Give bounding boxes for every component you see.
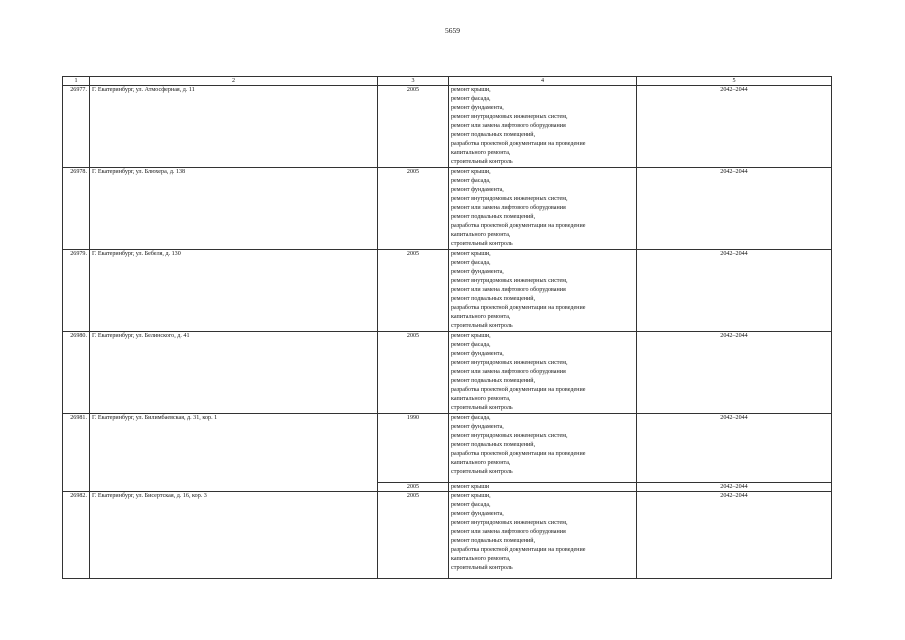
row-number: 26981. xyxy=(63,414,90,492)
work-item: ремонт подвальных помещений, xyxy=(451,296,536,302)
work-item: строительный контроль xyxy=(451,323,513,329)
col-header-2: 2 xyxy=(90,77,378,86)
work-item: ремонт крыши, xyxy=(451,493,491,499)
work-item: разработка проектной документации на проведение xyxy=(451,387,586,393)
row-year: 1990 xyxy=(378,414,449,483)
col-header-1: 1 xyxy=(63,77,90,86)
row-year: 2005 xyxy=(378,86,449,168)
work-item: ремонт фасада, xyxy=(451,502,491,508)
col-header-4: 4 xyxy=(449,77,637,86)
work-item: капитального ремонта, xyxy=(451,460,511,466)
subrow-work xyxy=(449,483,637,492)
work-item: разработка проектной документации на проведение xyxy=(451,141,586,147)
row-works xyxy=(449,332,637,414)
row-address: Г. Екатеринбург, ул. Бисертская, д. 16, кор. 3 xyxy=(90,492,378,579)
col-header-5: 5 xyxy=(637,77,832,86)
header-row xyxy=(63,77,832,86)
housing-register-table xyxy=(62,76,832,579)
row-works xyxy=(449,414,637,483)
work-item: строительный контроль xyxy=(451,405,513,411)
subrow-year: 2005 xyxy=(378,483,449,492)
work-item: ремонт фундамента, xyxy=(451,187,504,193)
work-item: ремонт или замена лифтового оборудования xyxy=(451,369,566,375)
work-item: ремонт внутридомовых инженерных систем, xyxy=(451,360,568,366)
work-item: ремонт внутридомовых инженерных систем, xyxy=(451,433,568,439)
work-item: капитального ремонта, xyxy=(451,396,511,402)
work-item: разработка проектной документации на проведение xyxy=(451,451,586,457)
work-item: разработка проектной документации на проведение xyxy=(451,547,586,553)
work-item: ремонт крыши xyxy=(451,484,490,490)
row-works xyxy=(449,86,637,168)
row-year: 2005 xyxy=(378,168,449,250)
work-item: ремонт крыши, xyxy=(451,251,491,257)
row-number: 26979. xyxy=(63,250,90,332)
table-row xyxy=(63,414,832,483)
work-item: ремонт подвальных помещений, xyxy=(451,442,536,448)
row-period: 2042–2044 xyxy=(637,168,832,250)
work-item: ремонт подвальных помещений, xyxy=(451,132,536,138)
row-number: 26978. xyxy=(63,168,90,250)
work-item: ремонт крыши, xyxy=(451,87,491,93)
work-item: капитального ремонта, xyxy=(451,314,511,320)
work-item: разработка проектной документации на проведение xyxy=(451,223,586,229)
work-item: ремонт фундамента, xyxy=(451,269,504,275)
work-item: ремонт фундамента, xyxy=(451,351,504,357)
work-item: ремонт фасада, xyxy=(451,415,491,421)
row-year: 2005 xyxy=(378,332,449,414)
work-item: ремонт фундамента, xyxy=(451,105,504,111)
subrow-period: 2042–2044 xyxy=(637,483,832,492)
work-item: ремонт внутридомовых инженерных систем, xyxy=(451,520,568,526)
row-period: 2042–2044 xyxy=(637,414,832,483)
work-item: ремонт фундамента, xyxy=(451,511,504,517)
work-item: строительный контроль xyxy=(451,159,513,165)
work-item: ремонт фасада, xyxy=(451,178,491,184)
row-works xyxy=(449,492,637,579)
work-item: капитального ремонта, xyxy=(451,150,511,156)
row-address: Г. Екатеринбург, ул. Белинского, д. 41 xyxy=(90,332,378,414)
work-item: ремонт фасада, xyxy=(451,96,491,102)
table-row xyxy=(63,250,832,332)
work-item: ремонт или замена лифтового оборудования xyxy=(451,529,566,535)
work-item: ремонт фасада, xyxy=(451,260,491,266)
row-number: 26982. xyxy=(63,492,90,579)
row-period: 2042–2044 xyxy=(637,250,832,332)
work-item: ремонт крыши, xyxy=(451,333,491,339)
work-item: ремонт фундамента, xyxy=(451,424,504,430)
work-item: ремонт или замена лифтового оборудования xyxy=(451,123,566,129)
work-item: ремонт внутридомовых инженерных систем, xyxy=(451,278,568,284)
row-number: 26980. xyxy=(63,332,90,414)
row-year: 2005 xyxy=(378,250,449,332)
work-item: ремонт или замена лифтового оборудования xyxy=(451,205,566,211)
work-item: строительный контроль xyxy=(451,241,513,247)
row-address: Г. Екатеринбург, ул. Блюхера, д. 138 xyxy=(90,168,378,250)
row-year: 2005 xyxy=(378,492,449,579)
work-item: ремонт подвальных помещений, xyxy=(451,538,536,544)
col-header-3: 3 xyxy=(378,77,449,86)
row-works xyxy=(449,168,637,250)
row-period: 2042–2044 xyxy=(637,492,832,579)
work-item: ремонт фасада, xyxy=(451,342,491,348)
work-item: капитального ремонта, xyxy=(451,232,511,238)
work-item: строительный контроль xyxy=(451,469,513,475)
row-period: 2042–2044 xyxy=(637,86,832,168)
work-item: ремонт или замена лифтового оборудования xyxy=(451,287,566,293)
row-period: 2042–2044 xyxy=(637,332,832,414)
work-item: строительный контроль xyxy=(451,565,513,571)
page-number: 5659 xyxy=(445,26,460,35)
work-item: разработка проектной документации на проведение xyxy=(451,305,586,311)
table-row xyxy=(63,86,832,168)
work-item: ремонт внутридомовых инженерных систем, xyxy=(451,196,568,202)
row-address: Г. Екатеринбург, ул. Атмосферная, д. 11 xyxy=(90,86,378,168)
row-number: 26977. xyxy=(63,86,90,168)
row-works xyxy=(449,250,637,332)
row-address: Г. Екатеринбург, ул. Билимбаевская, д. 31, кор. 1 xyxy=(90,414,378,492)
work-item: ремонт подвальных помещений, xyxy=(451,214,536,220)
work-item: ремонт крыши, xyxy=(451,169,491,175)
work-item: капитального ремонта, xyxy=(451,556,511,562)
table-row xyxy=(63,168,832,250)
work-item: ремонт подвальных помещений, xyxy=(451,378,536,384)
row-address: Г. Екатеринбург, ул. Бебеля, д. 130 xyxy=(90,250,378,332)
work-item: ремонт внутридомовых инженерных систем, xyxy=(451,114,568,120)
table-row xyxy=(63,492,832,579)
table-row xyxy=(63,332,832,414)
